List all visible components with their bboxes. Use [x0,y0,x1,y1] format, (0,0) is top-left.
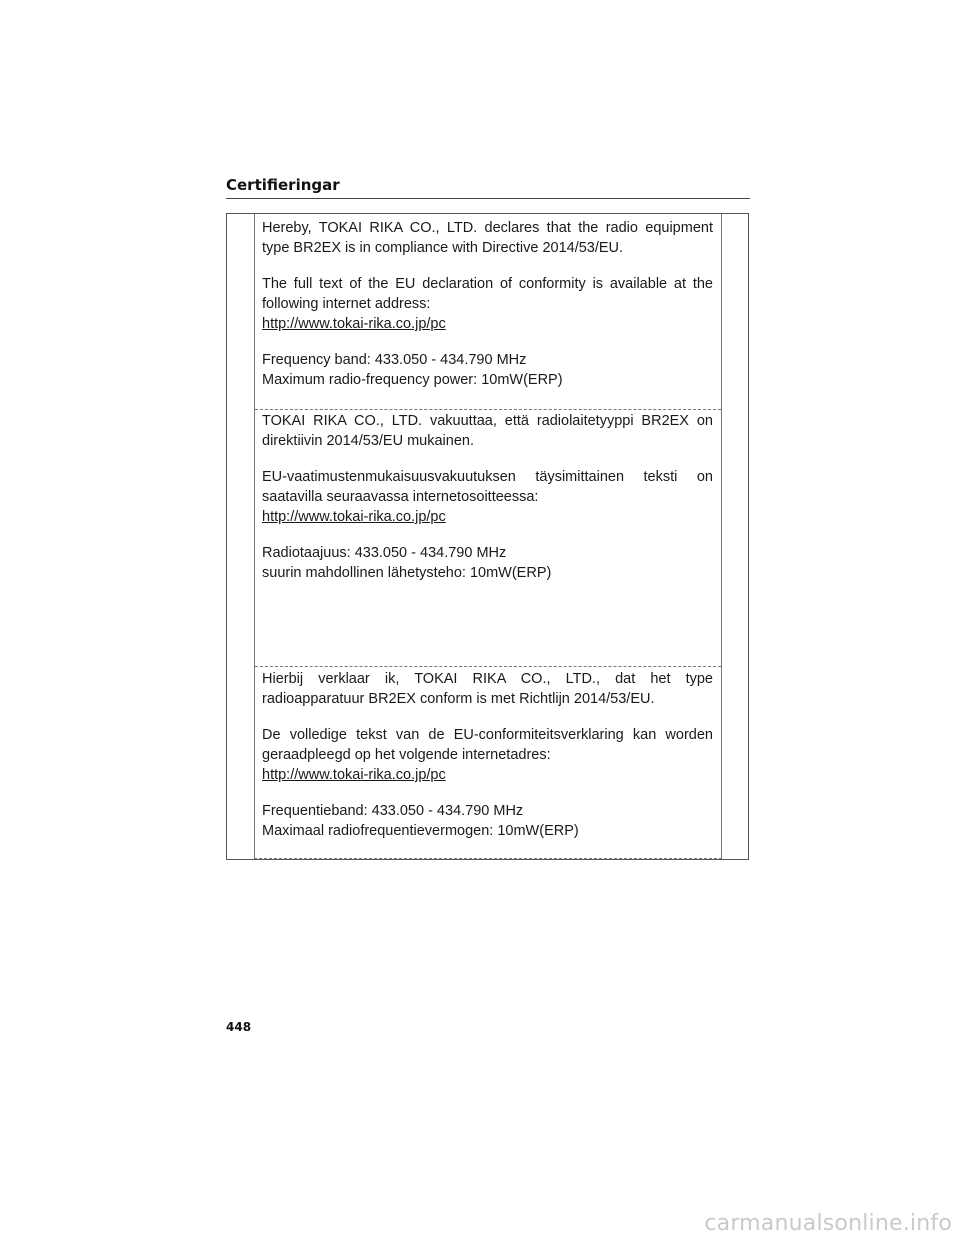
frequency-band: Radiotaajuus: 433.050 - 434.790 MHz [262,545,507,561]
declaration-link[interactable]: http://www.tokai-rika.co.jp/pc [262,509,446,525]
declaration-text: Hereby, TOKAI RIKA CO., LTD. declares that the radio equipment type BR2EX is in compliance with Directive 2014/53/EU. [262,220,713,256]
section-divider [255,409,721,410]
declaration-text: TOKAI RIKA CO., LTD. vakuuttaa, että radiolaitetyyppi BR2EX on direktiivin 2014/53/EU mukainen. [262,413,713,449]
declaration-block-en [255,218,721,390]
page-title: Certifieringar [226,176,340,194]
declaration-block-fi [255,411,721,583]
watermark: carmanualsonline.info [704,1211,952,1236]
declaration-text: Hierbij verklaar ik, TOKAI RIKA CO., LTD., dat het type radioapparatuur BR2EX conform is met Richtlijn 2014/53/EU. [262,671,713,707]
declaration-link[interactable]: http://www.tokai-rika.co.jp/pc [262,316,446,332]
max-power: suurin mahdollinen lähetysteho: 10mW(ERP) [262,565,552,581]
fulltext-note: The full text of the EU declaration of conformity is available at the following internet address: [262,276,713,312]
section-divider [255,666,721,667]
page-number: 448 [226,1020,252,1034]
declaration-link[interactable]: http://www.tokai-rika.co.jp/pc [262,767,446,783]
frequency-band: Frequentieband: 433.050 - 434.790 MHz [262,803,524,819]
declaration-block-nl [255,669,721,841]
fulltext-note: De volledige tekst van de EU-conformiteitsverklaring kan worden geraadpleegd op het volgende internetadres: [262,727,713,763]
max-power: Maximum radio-frequency power: 10mW(ERP) [262,372,563,388]
max-power: Maximaal radiofrequentievermogen: 10mW(ERP) [262,823,579,839]
fulltext-note: EU-vaatimustenmukaisuusvakuutuksen täysimittainen teksti on saatavilla seuraavassa internetosoitteessa: [262,469,713,505]
title-rule [226,198,750,199]
frequency-band: Frequency band: 433.050 - 434.790 MHz [262,352,527,368]
